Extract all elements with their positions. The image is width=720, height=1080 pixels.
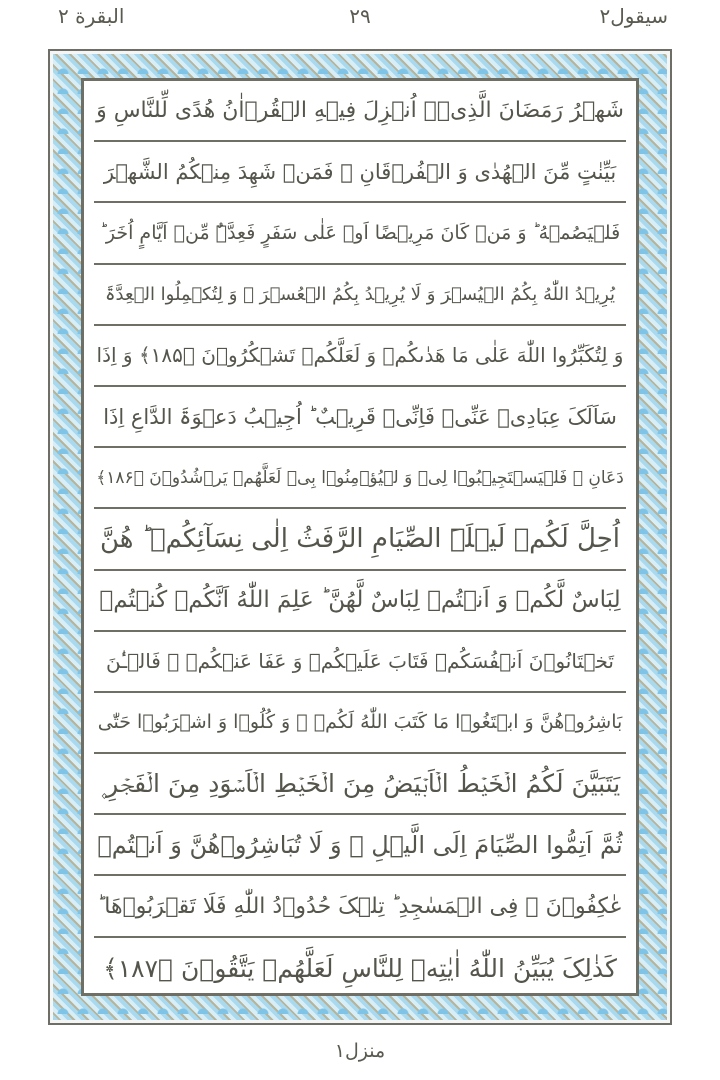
para-name: سیقول۲ (599, 4, 668, 28)
verse-line: سَاَلَکَ عِبَادِیۡ عَنِّیۡ فَاِنِّیۡ قَرِیۡبٌ ؕ اُجِیۡبُ دَعۡوَۃَ الدَّاعِ اِذَا (94, 387, 626, 448)
verse-line: یَتَبَیَّنَ لَکُمُ الۡخَیۡطُ الۡاَبۡیَضُ مِنَ الۡخَیۡطِ الۡاَسۡوَدِ مِنَ الۡفَجۡرِ ۪ (94, 754, 626, 815)
ornamental-frame (48, 49, 672, 1025)
verse-line: فَلۡیَصُمۡهُ ؕ وَ مَنۡ کَانَ مَرِیۡضًا اَوۡ عَلٰی سَفَرٍ فَعِدَّۃٌ مِّنۡ اَیَّامٍ اُخَرَ ؕ (94, 203, 626, 264)
surah-name: البقرة ۲ (58, 4, 125, 28)
page-header (0, 0, 720, 40)
verse-line: بَاشِرُوۡهُنَّ وَ ابۡتَغُوۡا مَا کَتَبَ اللّٰهُ لَکُمۡ ۪ وَ کُلُوۡا وَ اشۡرَبُوۡا حَتّٰی (94, 693, 626, 754)
verse-lines (84, 81, 636, 993)
verse-line: یُرِیۡدُ اللّٰهُ بِکُمُ الۡیُسۡرَ وَ لَا یُرِیۡدُ بِکُمُ الۡعُسۡرَ ۫ وَ لِتُکۡمِلُوا الۡعِدَّۃَ (94, 265, 626, 326)
page-number: ۲۹ (349, 4, 371, 28)
text-panel (81, 78, 639, 996)
verse-line: تَخۡتَانُوۡنَ اَنۡفُسَکُمۡ فَتَابَ عَلَیۡکُمۡ وَ عَفَا عَنۡکُمۡ ۚ فَالۡـٰٔنَ (94, 632, 626, 693)
verse-line: لِبَاسٌ لَّکُمۡ وَ اَنۡتُمۡ لِبَاسٌ لَّهُنَّ ؕ عَلِمَ اللّٰهُ اَنَّکُمۡ کُنۡتُمۡ (94, 571, 626, 632)
verse-line: بَیِّنٰتٍ مِّنَ الۡهُدٰی وَ الۡفُرۡقَانِ ۚ فَمَنۡ شَهِدَ مِنۡکُمُ الشَّهۡرَ (94, 142, 626, 203)
verse-line: اُحِلَّ لَکُمۡ لَیۡلَۃَ الصِّیَامِ الرَّفَثُ اِلٰی نِسَآئِکُمۡ ؕ هُنَّ (94, 509, 626, 570)
verse-line: کَذٰلِکَ یُبَیِّنُ اللّٰهُ اٰیٰتِهٖ لِلنَّاسِ لَعَلَّهُمۡ یَتَّقُوۡنَ ﴿۱۸۷﴾ (103, 953, 617, 983)
verse-line: دَعَانِ ۙ فَلۡیَسۡتَجِیۡبُوۡا لِیۡ وَ لۡیُؤۡمِنُوۡا بِیۡ لَعَلَّهُمۡ یَرۡشُدُوۡنَ ﴿۱۸۶﴾ (94, 448, 626, 509)
verse-line: وَ لِتُکَبِّرُوا اللّٰهَ عَلٰی مَا هَدٰىکُمۡ وَ لَعَلَّکُمۡ تَشۡکُرُوۡنَ ﴿۱۸۵﴾ وَ اِذَا (94, 326, 626, 387)
verse-line: شَهۡرُ رَمَضَانَ الَّذِیۡۤ اُنۡزِلَ فِیۡهِ الۡقُرۡاٰنُ هُدًی لِّلنَّاسِ وَ (94, 81, 626, 142)
verse-line: ثُمَّ اَتِمُّوا الصِّیَامَ اِلَی الَّیۡلِ ۚ وَ لَا تُبَاشِرُوۡهُنَّ وَ اَنۡتُمۡ (94, 815, 626, 876)
verse-line: عٰکِفُوۡنَ ۙ فِی الۡمَسٰجِدِ ؕ تِلۡکَ حُدُوۡدُ اللّٰهِ فَلَا تَقۡرَبُوۡهَا ؕ (94, 876, 626, 937)
manzil-label: منزل۱ (334, 1040, 386, 1062)
